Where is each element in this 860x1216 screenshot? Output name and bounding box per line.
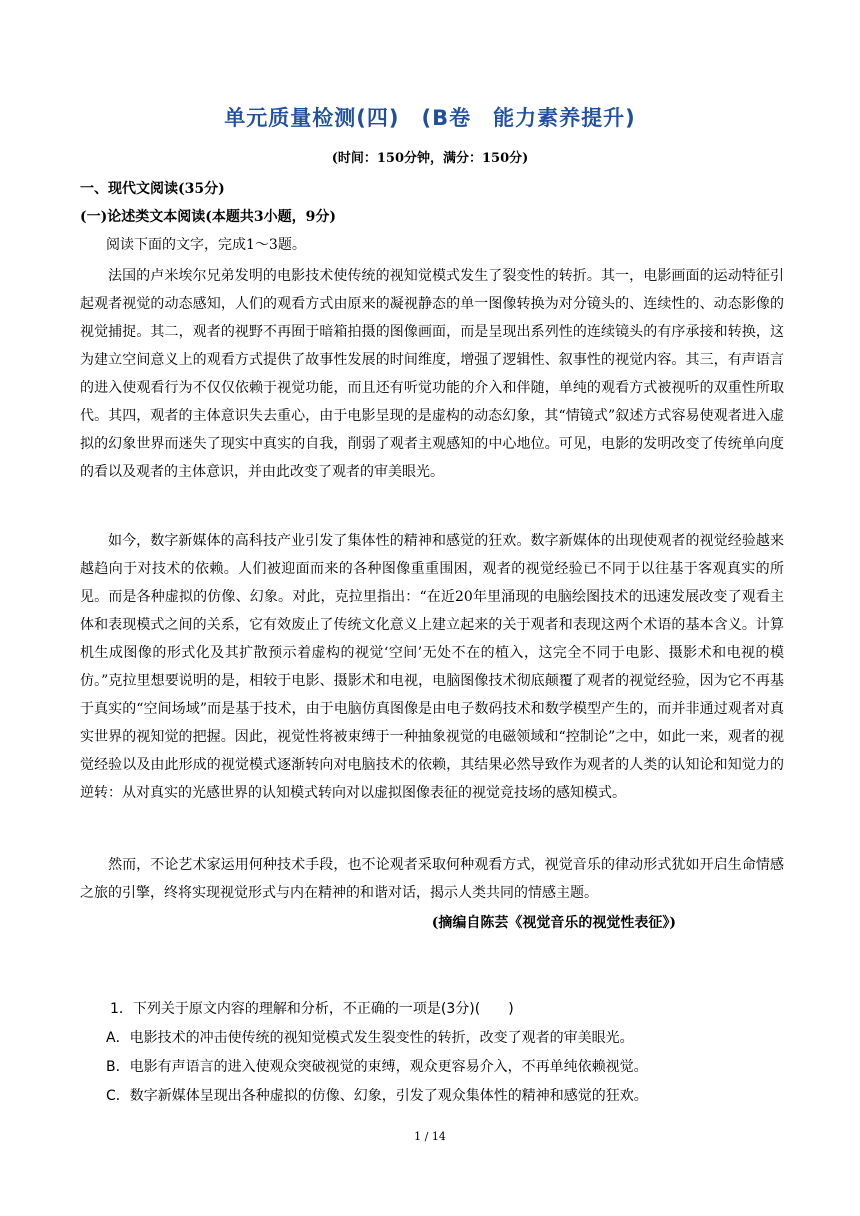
- passage-paragraph-2: 如今，数字新媒体的高科技产业引发了集体性的精神和感觉的狂欢。数字新媒体的出现使观者的视觉经验越来越趋向于对技术的依赖。人们被迎面而来的各种图像重重围困，观者的视觉经验已不同于以往基于客观真实的所见。而是各种虚拟的仿像、幻象。对此，克拉里指出：“在近20年里涌现的电脑绘图技术的迅速发展改变了观看主体和表现模式之间的关系，它有效废止了传统文化意义上建立起来的关于观者和表现这两个术语的基本含义。计算机生成图像的形式化及其扩散预示着虚构的视觉‘空间’无处不在的植入，这完全不同于电影、摄影术和电视的模仿。”克拉里想要说明的是，相较于电影、摄影术和电视，电脑图像技术彻底颠覆了观者的视觉经验，因为它不再基于真实的“空间场域”而是基于技术，由于电脑仿真图像是由电子数码技术和数学模型产生的，而并非通过观者对真实世界的视知觉的把握。因此，视觉性将被束缚于一种抽象视觉的电磁领域和“控制论”之中，如此一来，观者的视觉经验以及由此形成的视觉模式逐渐转向对电脑技术的依赖，其结果必然导致作为观者的人类的认知论和知觉力的逆转：从对真实的光感世界的认知模式转向对以虚拟图像表征的视觉竞技场的感知模式。: [80, 533, 784, 801]
- section-heading: 一、现代文阅读(35分): [80, 181, 225, 197]
- question-1-option-c: C．数字新媒体呈现出各种虚拟的仿像、幻象，引发了观众集体性的精神和感觉的狂欢。: [106, 1088, 648, 1104]
- page-number: 1 / 14: [414, 1130, 446, 1143]
- question-1-option-b: B．电影有声语言的进入使观众突破视觉的束缚，观众更容易介入，不再单纯依赖视觉。: [106, 1059, 648, 1075]
- subsection-heading: (一)论述类文本阅读(本题共3小题，9分): [80, 209, 336, 225]
- passage-source: (摘编自陈芸《视觉音乐的视觉性表征》): [431, 915, 676, 931]
- passage-paragraph-3: 然而，不论艺术家运用何种技术手段，也不论观者采取何种观看方式，视觉音乐的律动形式犹如开启生命情感之旅的引擎，终将实现视觉形式与内在精神的和谐对话，揭示人类共同的情感主题。: [80, 857, 784, 901]
- page-title: 单元质量检测(四) (B卷 能力素养提升): [224, 106, 636, 130]
- exam-time-score: (时间：150分钟，满分：150分): [331, 151, 529, 166]
- question-1-stem: 1．下列关于原文内容的理解和分析，不正确的一项是(3分)( ): [110, 1001, 514, 1017]
- question-1-option-a: A．电影技术的冲击使传统的视知觉模式发生裂变性的转折，改变了观者的审美眼光。: [106, 1030, 634, 1046]
- reading-instruction: 阅读下面的文字，完成1～3题。: [106, 237, 306, 253]
- passage-paragraph-1: 法国的卢米埃尔兄弟发明的电影技术使传统的视知觉模式发生了裂变性的转折。其一，电影画面的运动特征引起观者视觉的动态感知，人们的观看方式由原来的凝视静态的单一图像转换为对分镜头的、连续性的、动态影像的视觉捕捉。其二，观者的视野不再囿于暗箱拍摄的图像画面，而是呈现出系列性的连续镜头的有序承接和转换，这为建立空间意义上的观看方式提供了故事性发展的时间维度，增强了逻辑性、叙事性的视觉内容。其三，有声语言的进入使观看行为不仅仅依赖于视觉功能，而且还有听觉功能的介入和伴随，单纯的观看方式被视听的双重性所取代。其四，观者的主体意识失去重心，由于电影呈现的是虚构的动态幻象，其“情镜式”叙述方式容易使观者进入虚拟的幻象世界而迷失了现实中真实的自我，削弱了观者主观感知的中心地位。可见，电影的发明改变了传统单向度的看以及观者的主体意识，并由此改变了观者的审美眼光。: [80, 268, 784, 480]
